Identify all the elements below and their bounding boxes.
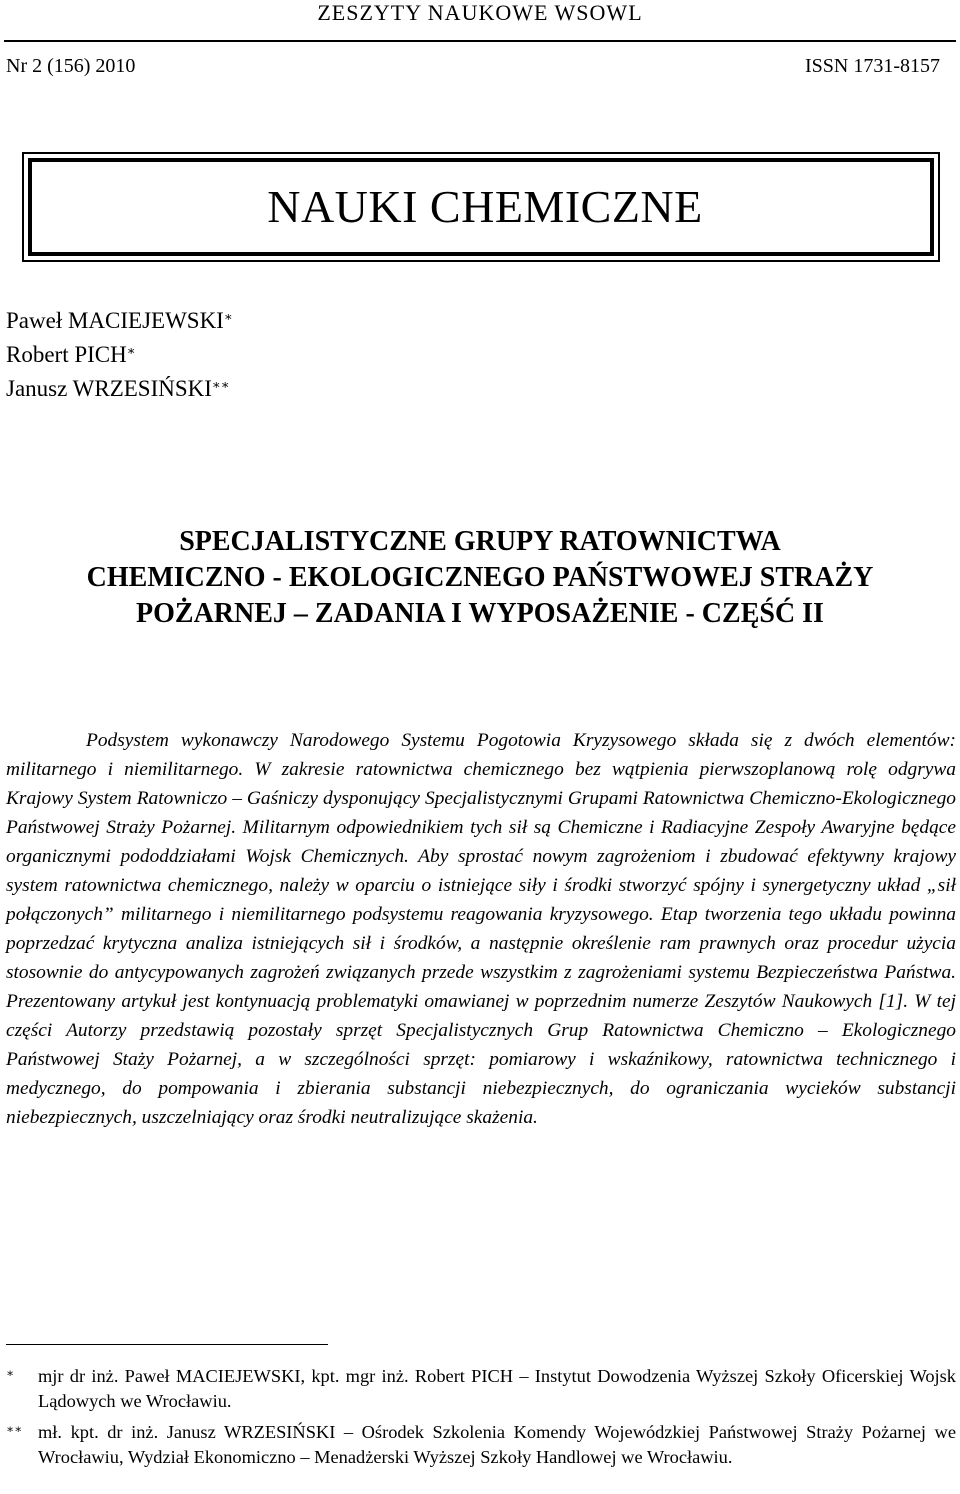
footnote-mark: ∗ [6,1366,15,1380]
section-frame [22,152,940,262]
section-title: NAUKI CHEMICZNE [267,181,703,232]
footnote [6,1364,956,1414]
author-footnote-mark: ∗ [223,309,233,324]
article-title [0,524,960,632]
article-title-line: SPECJALISTYCZNE GRUPY RATOWNICTWA [179,526,781,557]
header-rule [4,40,956,42]
footnote-text: mł. kpt. dr inż. Janusz WRZESIŃSKI – Ośrodek Szkolenia Komendy Wojewódzkiej Państwowej Straży Pożarnej we Wrocławiu, Wydział Ekonomiczno – Menadżerski Wyższej Szkoły Handlowej we Wrocławiu. [38,1422,956,1467]
author-name: Paweł MACIEJEWSKI [6,308,224,333]
author [6,304,233,338]
author [6,372,233,406]
issn: ISSN 1731-8157 [804,55,940,77]
footnote-rule [6,1344,328,1345]
section-frame-inner [28,158,934,256]
author-footnote-mark: ∗ [126,343,136,358]
article-title-line: POŻARNEJ – ZADANIA I WYPOSAŻENIE - CZĘŚĆ II [136,598,824,629]
issue-number: Nr 2 (156) 2010 [6,55,136,77]
footnote-mark: ∗∗ [6,1422,23,1436]
abstract: Podsystem wykonawczy Narodowego Systemu Pogotowia Kryzysowego składa się z dwóch elementów: militarnego i niemilitarnego. W zakresie ratownictwa chemicznego bez wątpienia pierwszoplanową rolę odgrywa Krajowy System Ratowniczo – Gaśniczy dysponujący Specjalistycznymi Grupami Ratownictwa Chemiczno-Ekologicznego Państwowej Straży Pożarnej. Militarnym odpowiednikiem tych sił są Chemiczne i Radiacyjne Zespoły Awaryjne będące organicznymi pododdziałami Wojsk Chemicznych. Aby sprostać nowym zagrożeniom i zbudować efektywny krajowy system ratownictwa chemicznego, należy w oparciu o istniejące siły i środki stworzyć spójny i synergetyczny układ „sił połączonych” militarnego i niemilitarnego podsystemu reagowania kryzysowego. Etap tworzenia tego układu powinna poprzedzać krytyczna analiza istniejących sił i środków, a następnie określenie ram prawnych oraz procedur użycia stosownie do antycypowanych zagrożeń związanych przede wszystkim z zagrożeniami systemu Bezpieczeństwa Państwa. Prezentowany artykuł jest kontynuacją problematyki omawianej w poprzednim numerze Zeszytów Naukowych [1]. W tej części Autorzy przedstawią pozostały sprzęt Specjalistycznych Grup Ratownictwa Chemiczno – Ekologicznego Państwowej Staży Pożarnej, a w szczególności sprzęt: pomiarowy i wskaźnikowy, ratownictwa technicznego i medycznego, do pompowania i zbierania substancji niebezpiecznych, do ograniczania wycieków substancji niebezpiecznych, uszczelniający oraz środki neutralizujące skażenia. [6,730,956,1128]
author-list [6,304,233,406]
footnote-text: mjr dr inż. Paweł MACIEJEWSKI, kpt. mgr inż. Robert PICH – Instytut Dowodzenia Wyższej Szkoły Oficerskiej Wojsk Lądowych we Wrocławiu. [38,1366,956,1411]
article-title-line: CHEMICZNO - EKOLOGICZNEGO PAŃSTWOWEJ STRAŻY [86,562,874,593]
author-name: Janusz WRZESIŃSKI [6,376,212,401]
author-footnote-mark: ∗∗ [211,377,230,392]
journal-title: ZESZYTY NAUKOWE WSOWL [317,0,643,25]
author-name: Robert PICH [6,342,127,367]
author [6,338,233,372]
footnote [6,1420,956,1470]
